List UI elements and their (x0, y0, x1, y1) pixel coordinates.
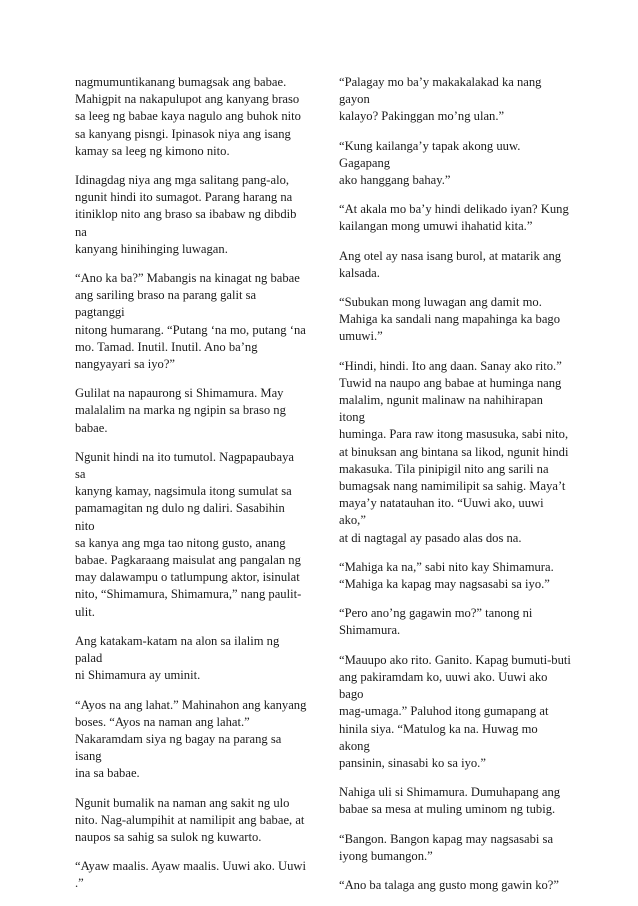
left-column (75, 74, 307, 905)
paragraph: “At akala mo ba’y hindi delikado iyan? Kung kailangan mong umuwi ihahatid kita.” (339, 202, 569, 234)
paragraph: “Palagay mo ba’y makakalakad ka nang gayon kalayo? Pakinggan mo’ng ulan.” (339, 75, 542, 124)
paragraph: nagmumuntikanang bumagsak ang babae. Mahigpit na nakapulupot ang kanyang braso sa leeg ng babae kaya nagulo ang buhok nito sa kanyang pisngi. Ipinasok niya ang isang kamay sa leeg ng kimono nito. (75, 75, 301, 158)
paragraph: “Ano ba talaga ang gusto mong gawin ko?” (339, 877, 559, 892)
paragraph: Ngunit bumalik na naman ang sakit ng ulo nito. Nag-alumpihit at namilipit ang babae, at naupos sa sahig sa sulok ng kuwarto. (75, 795, 305, 844)
right-column (339, 74, 571, 906)
paragraph: Nahiga uli si Shimamura. Dumuhapang ang babae sa mesa at muling uminom ng tubig. (339, 785, 561, 817)
paragraph: Ngunit hindi na ito tumutol. Nagpapaubaya sa kanyng kamay, nagsimula itong sumulat sa pamamagitan ng dulo ng daliri. Sasabihin nito sa kanya ang mga tao nitong gusto, anang babae. Pagkaraang maisulat ang pangalan ng may dalawampu o tatlumpung aktor, isinulat nito, “Shimamura, Shimamura,” nang paulit- ulit. (75, 449, 302, 619)
paragraph: “Kung kailanga’y tapak akong uuw. Gagapang ako hanggang bahay.” (339, 138, 521, 188)
paragraph: “Bangon. Bangon kapag may nagsasabi sa iyong bumangon.” (339, 831, 554, 863)
paragraph: “Hindi, hindi. Ito ang daan. Sanay ako rito.” Tuwid na naupo ang babae at huminga nang malalim, ngunit malinaw na nahihirapan itong huminga. Para raw itong masusuka, sabi nito, at binuksan ang bintana sa likod, ngunit hindi makasuka. Tila pinipigil nito ang sarili na bumagsak nang namimilipit sa sahig. Maya’t maya’y natatauhan ito. “Uuwi ako, uuwi ako,” at di nagtagal ay pasado alas dos na. (339, 358, 569, 545)
paragraph: Gulilat na napaurong si Shimamura. May malalalim na marka ng ngipin sa braso ng babae. (75, 386, 286, 435)
paragraph: “Mauupo ako rito. Ganito. Kapag bumuti-buti ang pakiramdam ko, uuwi ako. Uuwi ako bago mag-umaga.” Paluhod itong gumapang at hinila siya. “Matulog ka na. Huwag mo akong pansinin, sinasabi ko sa iyo.” (339, 652, 571, 770)
paragraph: “Subukan mong luwagan ang damit mo. Mahiga ka sandali nang mapahinga ka bago umuwi.” (339, 295, 561, 344)
paragraph: Ang katakam-katam na alon sa ilalim ng palad ni Shimamura ay uminit. (75, 633, 280, 683)
paragraph: “Mahiga ka na,” sabi nito kay Shimamura. “Mahiga ka kapag may nagsasabi sa iyo.” (339, 559, 554, 592)
paragraph: “Pero ano’ng gagawin mo?” tanong ni Shimamura. (339, 606, 533, 638)
paragraph: “Ano ka ba?” Mabangis na kinagat ng babae ang sariling braso na parang galit sa pagtanggi nitong humarang. “Putang ‘na mo, putang ‘na mo. Tamad. Inutil. Inutil. Ano ba’ng nangyayari sa iyo?” (75, 271, 306, 372)
paragraph: Ang otel ay nasa isang burol, at matarik ang kalsada. (339, 248, 562, 280)
paragraph: “Ayaw maalis. Ayaw maalis. Uuwi ako. Uuwi .” (75, 859, 306, 891)
paragraph: “Ayos na ang lahat.” Mahinahon ang kanyang boses. “Ayos na naman ang lahat.” Nakaramdam siya ng bagay na parang sa isang ina sa babae. (75, 697, 307, 781)
paragraph: Idinagdag niya ang mga salitang pang-alo, ngunit hindi ito sumagot. Parang harang na itiniklop nito ang braso sa ibabaw ng dibdib na kanyang hinihinging luwagan. (75, 173, 297, 256)
